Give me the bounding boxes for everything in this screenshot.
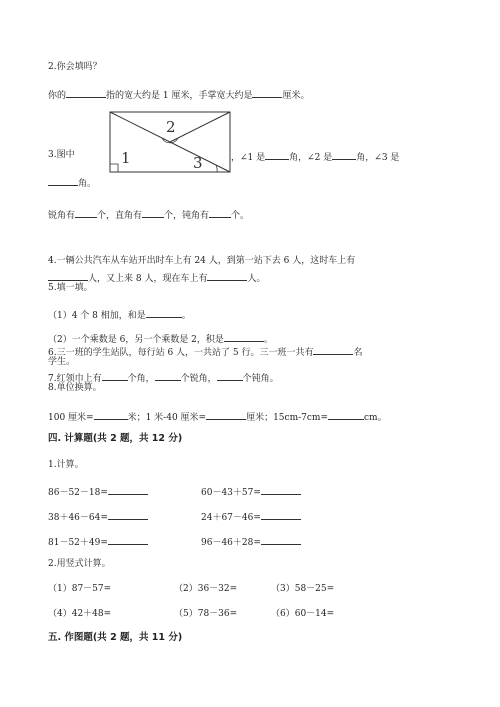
calc-expression: 38＋46－64= xyxy=(48,513,108,523)
q2-text-c: 厘米。 xyxy=(282,91,310,101)
calc-answer-blank[interactable] xyxy=(108,535,148,545)
rectangle-angle-figure xyxy=(109,111,231,173)
calc-expression: 96－46＋28= xyxy=(201,538,261,548)
q2-line xyxy=(48,88,309,102)
angle-1-label: 1 xyxy=(121,149,131,167)
q4-blank-1[interactable] xyxy=(48,271,88,281)
q4-text-b: 人，又上来 8 人，现在车上有 xyxy=(88,274,208,284)
q6-line1 xyxy=(48,345,363,359)
angles-blank-2[interactable] xyxy=(142,208,164,218)
angles-text-d: 个。 xyxy=(231,211,250,221)
calc-item xyxy=(201,510,301,524)
vertical-calc-item: （2）36－32= xyxy=(174,584,238,594)
calc-expression: 60－43＋57= xyxy=(201,488,261,498)
q3-text xyxy=(231,150,399,164)
q8-text-d: cm。 xyxy=(364,413,387,423)
q4-text-c: 人。 xyxy=(247,274,266,284)
q5-title: 5.填一填。 xyxy=(48,283,93,293)
right-angle-mark xyxy=(110,164,118,172)
angle-2-label: 2 xyxy=(166,118,176,136)
figure-segment xyxy=(170,112,230,142)
q2-text-a: 你的 xyxy=(48,91,67,101)
q8-text-c: 厘米；15cm-7cm= xyxy=(246,413,328,423)
vertical-calc-item: （1）87－57= xyxy=(48,584,112,594)
q6-blank[interactable] xyxy=(313,345,353,355)
q8-text-b: 米；1 米-40 厘米= xyxy=(127,413,207,423)
q8-blank-3[interactable] xyxy=(328,410,364,420)
angles-line xyxy=(48,208,249,222)
q2-text-b: 指的宽大约是 1 厘米，手掌宽大约是 xyxy=(106,91,253,101)
calc-answer-blank[interactable] xyxy=(261,535,301,545)
q6-text-a: 6.三一班的学生站队，每行站 6 人，一共站了 5 行。三一班一共有 xyxy=(48,348,314,358)
section-4-sub2: 2.用竖式计算。 xyxy=(48,559,111,569)
angle-3-arc xyxy=(216,165,217,172)
q3-text-c: 角，∠3 是 xyxy=(356,153,400,163)
q6-text-b: 名 xyxy=(353,348,363,358)
q8-line xyxy=(48,410,387,424)
q8-blank-2[interactable] xyxy=(206,410,246,420)
q7-text-c: 个锐角， xyxy=(180,374,217,384)
q4-line1: 4.一辆公共汽车从车站开出时车上有 24 人，到第一站下去 6 人，这时车上有 xyxy=(48,256,356,266)
q6-line2: 学生。 xyxy=(48,357,76,367)
q7-text-d: 个钝角。 xyxy=(242,374,279,384)
q2-blank-1[interactable] xyxy=(66,88,106,98)
calc-expression: 86－52－18= xyxy=(48,488,108,498)
calc-answer-blank[interactable] xyxy=(108,510,148,520)
q3-blank-2[interactable] xyxy=(332,150,356,160)
calc-item xyxy=(201,485,301,499)
q7-text-a: 7.红领巾上有 xyxy=(48,374,102,384)
calc-item xyxy=(48,485,148,499)
vertical-calc-item: （4）42＋48= xyxy=(48,609,112,619)
q2-title: 2.你会填吗？ xyxy=(48,62,102,72)
q7-blank-3[interactable] xyxy=(217,371,243,381)
vertical-calc-item: （5）78－36= xyxy=(174,609,238,619)
q5-item1-end: 。 xyxy=(181,311,191,321)
q5-item2-text: （2）一个乘数是 6，另一个乘数是 2，积是 xyxy=(48,335,224,345)
calc-answer-blank[interactable] xyxy=(261,485,301,495)
q7-blank-1[interactable] xyxy=(102,371,128,381)
calc-answer-blank[interactable] xyxy=(261,510,301,520)
q3-blank-1[interactable] xyxy=(265,150,289,160)
q5-item2-end: 。 xyxy=(263,335,273,345)
q5-blank-1[interactable] xyxy=(146,308,182,318)
q3-text-d: 角。 xyxy=(78,179,97,189)
q5-item2 xyxy=(48,332,273,346)
calc-expression: 24＋67－46= xyxy=(201,513,261,523)
q8-text-a: 100 厘米= xyxy=(48,413,94,423)
angles-blank-1[interactable] xyxy=(75,208,97,218)
q3-label: 3.图中 xyxy=(48,150,75,160)
calc-answer-blank[interactable] xyxy=(108,485,148,495)
section-4-sub1: 1.计算。 xyxy=(48,460,84,470)
q3-text-b: 角，∠2 是 xyxy=(289,153,333,163)
q3-line2 xyxy=(48,176,96,190)
calc-item xyxy=(201,535,301,549)
calc-item xyxy=(48,535,148,549)
q3-text-a: ，∠1 是 xyxy=(231,153,266,163)
section-4-title: 四. 计算题(共 2 题，共 12 分) xyxy=(48,433,183,444)
q3-blank-3[interactable] xyxy=(48,176,78,186)
calc-item xyxy=(48,510,148,524)
q7-blank-2[interactable] xyxy=(155,371,181,381)
q8-blank-1[interactable] xyxy=(94,410,128,420)
angle-3-label: 3 xyxy=(193,154,203,172)
angles-text-c: 个，钝角有 xyxy=(164,211,210,221)
calc-expression: 81－52＋49= xyxy=(48,538,108,548)
q5-item1-text: （1）4 个 8 相加，和是 xyxy=(48,311,146,321)
angles-text-b: 个，直角有 xyxy=(97,211,143,221)
section-5-title: 五. 作图题(共 2 题，共 11 分) xyxy=(48,632,183,643)
q7-text-b: 个角， xyxy=(127,374,155,384)
vertical-calc-item: （3）58－25= xyxy=(271,584,335,594)
angles-text-a: 锐角有 xyxy=(48,211,76,221)
q2-blank-2[interactable] xyxy=(252,88,282,98)
angles-blank-3[interactable] xyxy=(209,208,231,218)
q5-blank-2[interactable] xyxy=(224,332,264,342)
q8-title: 8.单位换算。 xyxy=(48,383,102,393)
vertical-calc-item: （6）60－14= xyxy=(271,609,335,619)
q4-blank-2[interactable] xyxy=(207,271,247,281)
q5-item1 xyxy=(48,308,191,322)
